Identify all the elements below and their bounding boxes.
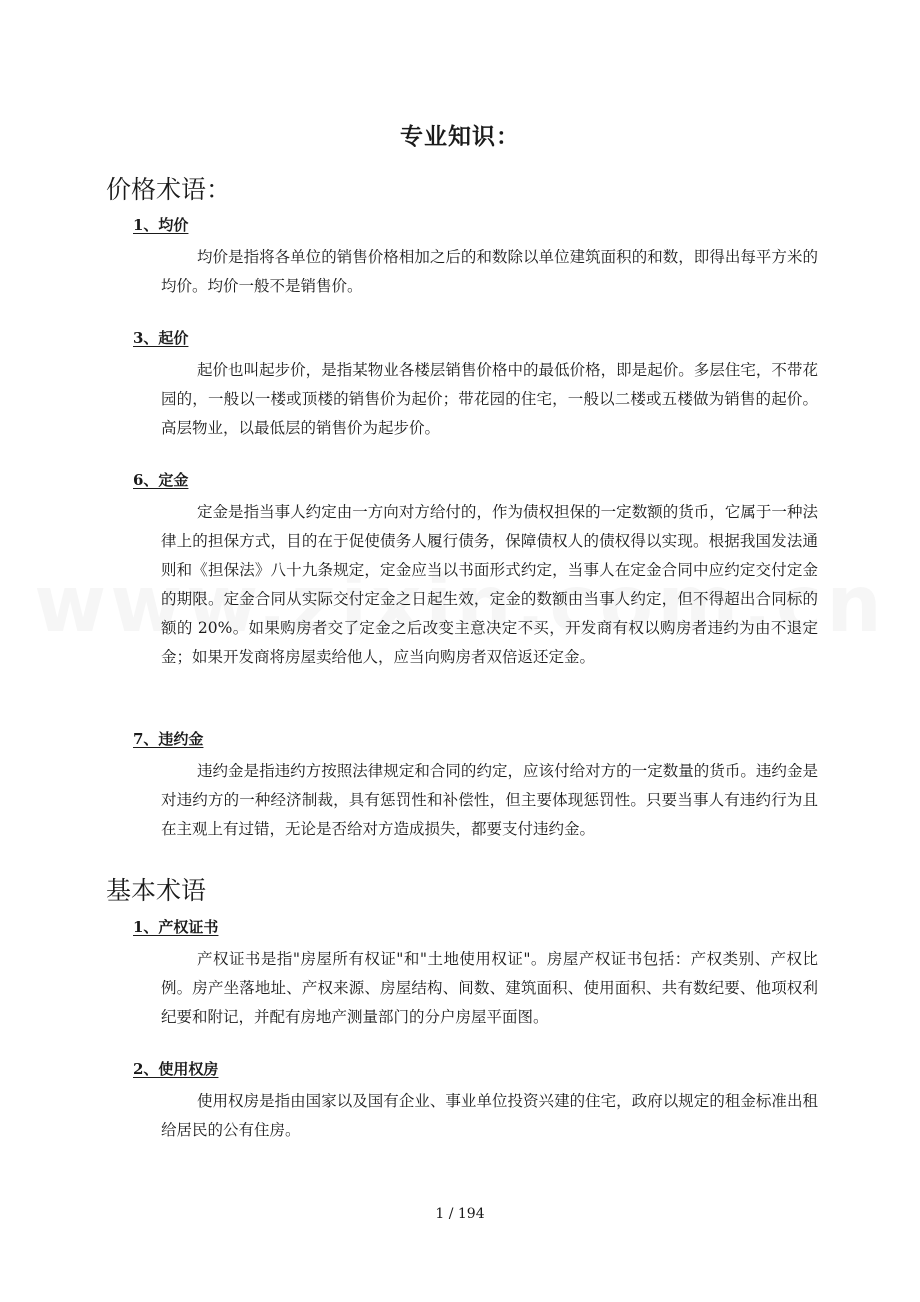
term-deposit (106, 469, 818, 672)
term-body: 使用权房是指由国家以及国有企业、事业单位投资兴建的住宅，政府以规定的租金标准出租给居民的公有住房。 (161, 1092, 818, 1139)
term-body: 均价是指将各单位的销售价格相加之后的和数除以单位建筑面积的和数，即得出每平方米的均价。均价一般不是销售价。 (161, 248, 818, 295)
term-body: 违约金是指违约方按照法律规定和合同的约定，应该付给对方的一定数量的货币。违约金是对违约方的一种经济制裁，具有惩罚性和补偿性，但主要体现惩罚性。只要当事人有违约行为且在主观上有过错，无论是否给对方造成损失，都要支付违约金。 (161, 762, 818, 838)
term-body: 起价也叫起步价，是指某物业各楼层销售价格中的最低价格，即是起价。多层住宅，不带花园的，一般以一楼或顶楼的销售价为起价；带花园的住宅，一般以二楼或五楼做为销售的起价。高层物业，以最低层的销售价为起步价。 (161, 361, 818, 437)
term-heading: 1、均价 (133, 216, 189, 234)
term-body: 产权证书是指"房屋所有权证"和"土地使用权证"。房屋产权证书包括：产权类别、产权比例。房产坐落地址、产权来源、房屋结构、间数、建筑面积、使用面积、共有数纪要、他项权利纪要和附记，并配有房地产测量部门的分户房屋平面图。 (161, 950, 818, 1026)
page-number: 1 / 194 (435, 1206, 485, 1222)
section-heading-price-terms: 价格术语： (106, 175, 232, 204)
section-heading-basic-terms: 基本术语 (106, 876, 207, 905)
term-heading: 6、定金 (133, 471, 189, 489)
term-use-right-housing (106, 1058, 818, 1145)
term-property-certificate (106, 916, 818, 1032)
term-starting-price (106, 327, 818, 443)
page-title: 专业知识： (400, 123, 520, 150)
term-heading: 2、使用权房 (133, 1060, 219, 1078)
term-heading: 1、产权证书 (133, 918, 219, 936)
term-penalty (106, 728, 818, 844)
term-heading: 7、违约金 (133, 730, 204, 748)
term-average-price (106, 214, 818, 301)
term-body: 定金是指当事人约定由一方向对方给付的，作为债权担保的一定数额的货币，它属于一种法律上的担保方式，目的在于促使债务人履行债务，保障债权人的债权得以实现。根据我国发法通则和《担保法》八十九条规定，定金应当以书面形式约定，当事人在定金合同中应约定交付定金的期限。定金合同从实际交付定金之日起生效，定金的数额由当事人约定，但不得超出合同标的额的 20%。如果购房者交了定金之后改变主意决定不买，开发商有权以购房者违约为由不退定金；如果开发商将房屋卖给他人，应当向购房者双倍返还定金。 (161, 503, 818, 666)
term-heading: 3、起价 (133, 329, 189, 347)
